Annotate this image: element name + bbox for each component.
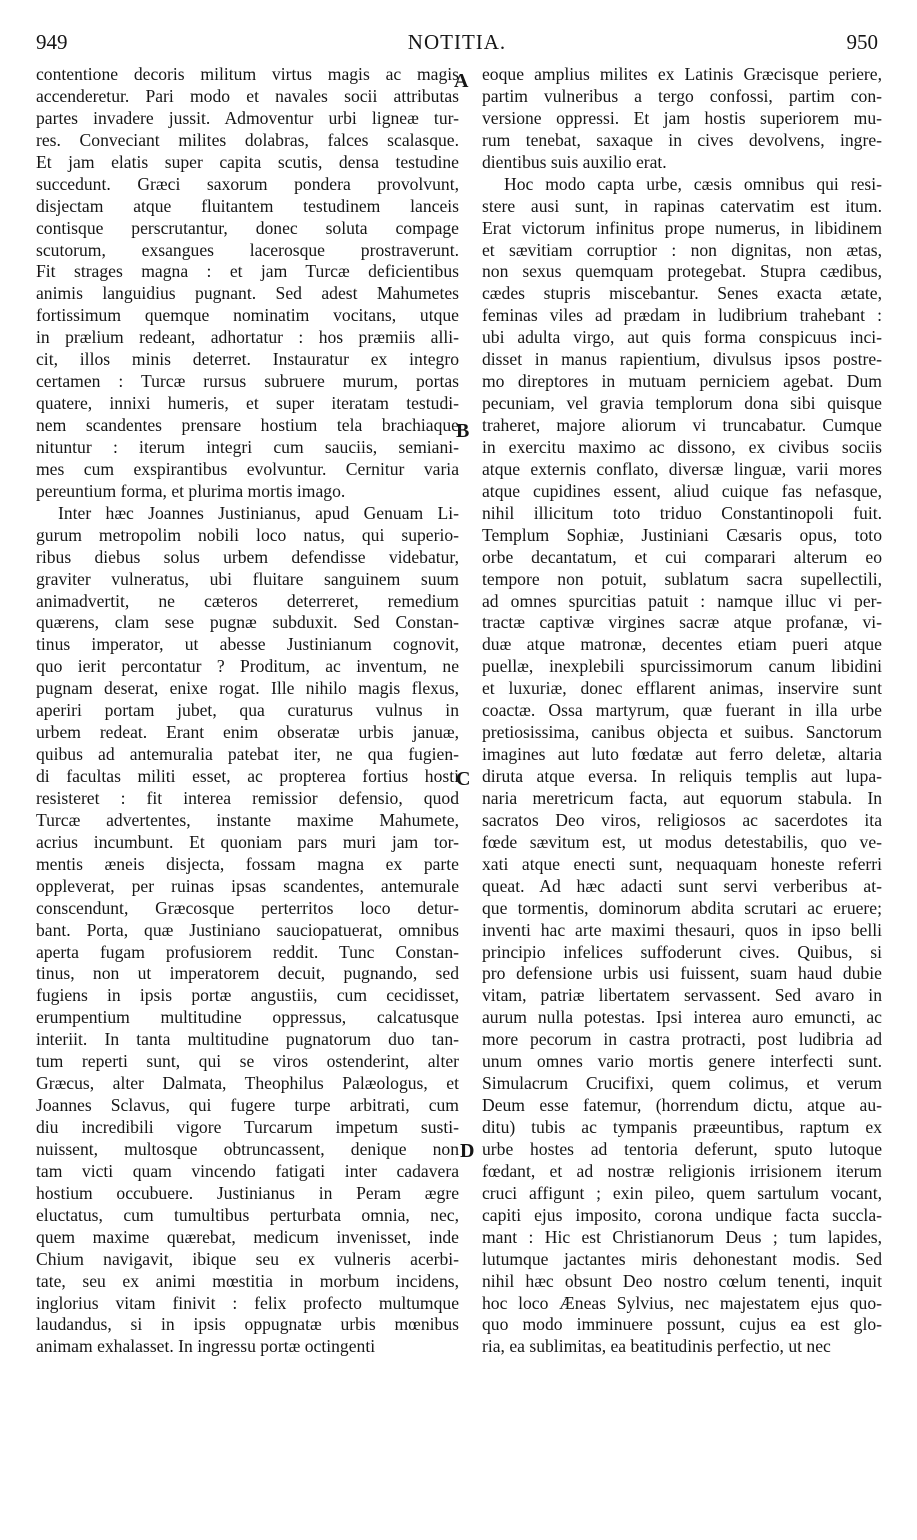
text-line: partes invadere jussit. Admoventur urbi ligneæ tur-: [36, 107, 459, 128]
text-line: contisque perscrutantur, donec soluta compage: [36, 217, 459, 238]
text-line: pro defensione urbis usi fuissent, suam haud dubie: [482, 963, 882, 984]
text-line: eluctatus, cum tumultibus perturbata omnia, nec,: [36, 1204, 459, 1225]
text-line: interiit. In tanta multitudine pugnatorum duo tan-: [36, 1029, 459, 1050]
text-line: rum tenebat, saxaque in cives devolvens, ingre-: [482, 129, 882, 150]
text-line: fugiens in ipsis portæ angustiis, cum cecidisset,: [36, 985, 459, 1006]
text-line: fœdant, et ad nostræ religionis irrisionem iterum: [482, 1160, 882, 1181]
text-line: partim vulneribus a tergo confossi, partim con-: [482, 85, 882, 106]
text-line: nituntur : iterum integri cum sauciis, semiani-: [36, 436, 459, 457]
text-line: capiti ejus imposito, corona undique facta succla-: [482, 1204, 882, 1225]
text-line: animam exhalasset. In ingressu portæ octingenti: [36, 1336, 376, 1357]
running-title: NOTITIA.: [407, 30, 507, 54]
section-marker-d: D: [460, 1140, 475, 1162]
text-line: traheret, majore aliorum vi truncabatur. Cumque: [482, 415, 882, 435]
text-line: quem maxime quærebat, medicum invenisset, inde: [36, 1226, 459, 1247]
text-line: Inter hæc Joannes Justinianus, apud Genuam Li-: [58, 502, 459, 523]
text-line: oppleverat, per ruinas ipsas scandentes, antemurale: [36, 875, 459, 896]
text-line: animis languidius pugnant. Sed adest Mahumetes: [36, 283, 459, 304]
text-line: Hoc modo capta urbe, cæsis omnibus qui resi-: [504, 173, 882, 194]
text-line: cruci affigunt ; exin pileo, quem sartulum vocant,: [482, 1182, 882, 1203]
right-column: [482, 64, 882, 1358]
text-line: versione oppressi. Et jam hostis superiorem mu-: [482, 107, 882, 128]
text-line: tempore non potuit, sublatum sacra supellectili,: [482, 568, 882, 589]
text-line: di facultas militi esset, ac propterea fortius hosti: [36, 766, 459, 786]
text-line: imagines aut luto fœdatæ aut ferro deletæ, altaria: [482, 744, 882, 765]
text-line: sacratos Deo viros, religiosos ac sacerdotes ita: [482, 809, 882, 830]
text-line: mentis æneis disjecta, fossam magna ex parte: [36, 853, 459, 874]
text-line: Templum Sophiæ, Justiniani Cæsaris opus, toto: [482, 524, 882, 545]
text-line: conscendunt, Græcosque perterritos loco detur-: [36, 897, 459, 918]
text-line: aperiri portam jubet, qua curaturus vulnus in: [36, 700, 459, 721]
text-line: Joannes Sclavus, qui fugere turpe arbitrati, cum: [36, 1095, 459, 1116]
text-line: gurum metropolim nobili loco natus, qui superio-: [36, 524, 459, 545]
text-line: in exercitu maximo ac dissono, ex civibus sociis: [482, 436, 882, 457]
text-line: diu incredibili vigore Turcarum impetum susti-: [36, 1117, 459, 1137]
section-marker-b: B: [456, 420, 470, 442]
text-line: Chium navigavit, ibique seu ex vulneris acerbi-: [36, 1248, 459, 1269]
text-line: queat. Ad hæc adacti sunt servi verberibus at-: [482, 875, 882, 896]
text-line: vitam, patriæ libertatem servassent. Sed avaro in: [482, 985, 882, 1006]
text-line: bant. Porta, quæ Justiniano sauciopatuerat, omnibus: [36, 919, 459, 940]
page-header: [36, 30, 878, 58]
text-line: atque externis conflato, diversæ linguæ, varii mores: [482, 458, 882, 479]
text-line: Fit strages magna : et jam Turcæ deficientibus: [36, 261, 459, 282]
text-line: acrius incumbunt. Et quoniam pars muri jam tor-: [36, 831, 459, 852]
text-line: fœde sævitum est, ut modus detestabilis, quo ve-: [482, 831, 882, 852]
text-line: lutumque jactantes miris dehonestant modis. Sed: [482, 1248, 882, 1269]
text-line: inventi hac arte maximi thesauri, quos in ipso belli: [482, 919, 882, 940]
text-line: quo ierit percontatur ? Proditum, ac inventum, ne: [36, 656, 459, 677]
text-line: quibus ad antemuralia patebat iter, ne qua fugien-: [36, 744, 459, 765]
text-line: nihil hæc obsunt Deo nostro cœlum tenenti, inquit: [482, 1270, 882, 1291]
text-line: tinus, non ut imperatorem decuit, pugnando, sed: [36, 963, 459, 984]
text-line: pereuntium forma, et plurima mortis imago.: [36, 480, 346, 501]
text-line: Deum esse fatemur, (horrendum dictu, atque au-: [482, 1095, 882, 1116]
text-line: disjectam atque fluitantem testudinem lanceis: [36, 195, 459, 216]
text-line: disset in manus rapientium, divulsus ipsos postre-: [482, 349, 882, 370]
text-line: et sævitiam corruptior : non dignitas, non ætas,: [482, 239, 882, 260]
text-line: hostium occubuere. Justinianus in Peram ægre: [36, 1182, 459, 1203]
text-line: cædes stupris miscebantur. Senes exacta ætate,: [482, 283, 882, 304]
text-line: res. Conveciant milites dolabras, falces scalasque.: [36, 129, 459, 150]
text-line: contentione decoris militum virtus magis ac magis: [36, 64, 459, 84]
text-line: tum reperti sunt, qui se viros ostenderint, alter: [36, 1051, 459, 1072]
text-line: coactæ. Ossa martyrum, quæ fuerant in illa urbe: [482, 700, 882, 721]
text-line: mant : Hic est Christianorum Deus ; tum lapides,: [482, 1226, 882, 1247]
text-line: eoque amplius milites ex Latinis Græcisque periere,: [482, 64, 882, 84]
text-line: aperta fugam profusiorem reddit. Tunc Constan-: [36, 941, 459, 962]
text-line: dientibus suis auxilio erat.: [482, 151, 667, 172]
text-line: animadvertit, ne cæteros deterreret, remedium: [36, 590, 459, 611]
text-line: et luxuriæ, donec efflarent animas, inservire sunt: [482, 678, 882, 699]
text-line: orbe decantatum, et cui comparari alterum eo: [482, 546, 882, 567]
text-line: non sexus quemquam protegebat. Stupra cædibus,: [482, 261, 882, 282]
text-line: Græcus, alter Dalmata, Theophilus Palæologus, et: [36, 1073, 459, 1094]
text-line: accenderetur. Pari modo et navales socii attributas: [36, 85, 459, 106]
text-line: tam victi quam vincendo fatigati inter cadavera: [36, 1160, 459, 1181]
text-line: ria, ea sublimitas, ea beatitudinis perfectio, ut nec: [482, 1336, 831, 1357]
text-line: mes cum exspirantibus evolvuntur. Cernitur varia: [36, 458, 459, 479]
text-line: xati atque enecti sunt, nequaquam honeste referri: [482, 853, 882, 874]
text-line: pecuniam, vel gravia templorum dona sibi quisque: [482, 393, 882, 414]
text-line: ubi adulta virgo, aut quis forma conspicuus inci-: [482, 327, 882, 348]
text-line: ad omnes spurcitias patuit : namque illuc vi per-: [482, 590, 882, 611]
text-line: inglorius vitam finivit : felix profecto multumque: [36, 1292, 459, 1313]
left-column: [36, 64, 459, 1358]
text-line: erumpentium multitudine oppressus, calcatusque: [36, 1007, 459, 1028]
text-line: hoc loco Æneas Sylvius, nec majestatem ejus quo-: [482, 1292, 882, 1313]
text-line: stere ausi sunt, in rapinas catervatim est itum.: [482, 195, 882, 216]
text-line: fortissimum quemque nominatim vocitans, utque: [36, 305, 459, 326]
text-line: mo direptores in mutuam perniciem agebat. Dum: [482, 371, 882, 392]
text-line: ribus diebus solus urbem defendisse videbatur,: [36, 546, 459, 567]
text-line: cit, illos minis deterret. Instauratur ex integro: [36, 349, 459, 370]
section-marker-a: A: [454, 70, 469, 92]
text-line: Turcæ advertentes, instante maxime Mahumete,: [36, 809, 459, 830]
text-line: duæ atque matronæ, decentes etiam pueri atque: [482, 634, 882, 655]
text-line: Et jam elatis super capita scutis, densa testudine: [36, 151, 459, 172]
text-line: pretiosissima, canibus objecta et suibus. Sanctorum: [482, 722, 882, 743]
text-line: que tormentis, dominorum abdita scrutari ac eruere;: [482, 897, 882, 918]
text-line: laudandus, si in ipsis oppugnatæ urbis mœnibus: [36, 1314, 459, 1335]
text-line: nuissent, multosque obtruncassent, denique non: [36, 1138, 459, 1159]
text-line: unum omnes vario mortis genere interfecti sunt.: [482, 1051, 882, 1072]
text-line: nem scandentes prensare hostium tela brachiaque: [36, 415, 459, 435]
text-line: Erat victorum infinitus prope numerus, in libidinem: [482, 217, 882, 238]
text-line: certamen : Turcæ rursus subruere murum, portas: [36, 371, 459, 392]
text-line: tractæ captivæ virgines sacræ atque profanæ, vi-: [482, 612, 882, 633]
text-line: principio infelices suffoderunt cives. Quibus, si: [482, 941, 882, 962]
text-line: feminas viles ad prædam in ludibrium trahebant :: [482, 305, 882, 326]
text-line: nihil illicitum toto triduo Constantinopoli fuit.: [482, 502, 882, 523]
text-line: more pecorum in castra protracti, post ludibria ad: [482, 1029, 882, 1050]
text-line: pugnam deserat, enixe rogat. Ille nihilo magis flexus,: [36, 678, 459, 699]
page-number-left: 949: [36, 30, 68, 54]
text-line: graviter vulneratus, ubi fluitare sanguinem suum: [36, 568, 459, 589]
text-line: resisteret : fit interea remissior defensio, quod: [36, 787, 459, 808]
text-line: scutorum, exsangues lacerosque prostraverunt.: [36, 239, 459, 260]
text-line: Simulacrum Crucifixi, quem colimus, et verum: [482, 1073, 882, 1094]
text-line: quærens, clam sese pugnæ subduxit. Sed Constan-: [36, 612, 459, 633]
text-line: tate, seu ex animi mœstitia in morbum incidens,: [36, 1270, 459, 1291]
text-line: diruta atque eversa. In reliquis templis aut lupa-: [482, 766, 882, 786]
text-line: urbe hostes ad tentoria deferunt, sputo lutoque: [482, 1138, 882, 1159]
text-line: quatere, innixi humeris, et super iteratam testudi-: [36, 393, 459, 414]
text-line: naria meretricum facta, aut equorum stabula. In: [482, 787, 882, 808]
text-line: aurum nulla potestas. Ipsi interea auro emuncti, ac: [482, 1007, 882, 1028]
text-line: quo modo imminuere possunt, cujus ea est glo-: [482, 1314, 882, 1335]
text-line: atque cupidines essent, aliud cuique fas nefasque,: [482, 480, 882, 501]
section-marker-c: C: [456, 768, 471, 790]
text-line: puellæ, inexplebili spurcissimorum canum libidini: [482, 656, 882, 677]
text-line: tinus imperator, ut abesse Justinianum cognovit,: [36, 634, 459, 655]
text-line: ditu) tubis ac tympanis præeuntibus, raptum ex: [482, 1117, 882, 1137]
page-number-right: 950: [846, 30, 878, 54]
text-line: succedunt. Græci saxorum pondera provolvunt,: [36, 173, 459, 194]
text-line: urbem redeat. Erant enim obseratæ urbis januæ,: [36, 722, 459, 743]
text-line: in prælium redeant, adhortatur : hos præmiis alli-: [36, 327, 459, 348]
